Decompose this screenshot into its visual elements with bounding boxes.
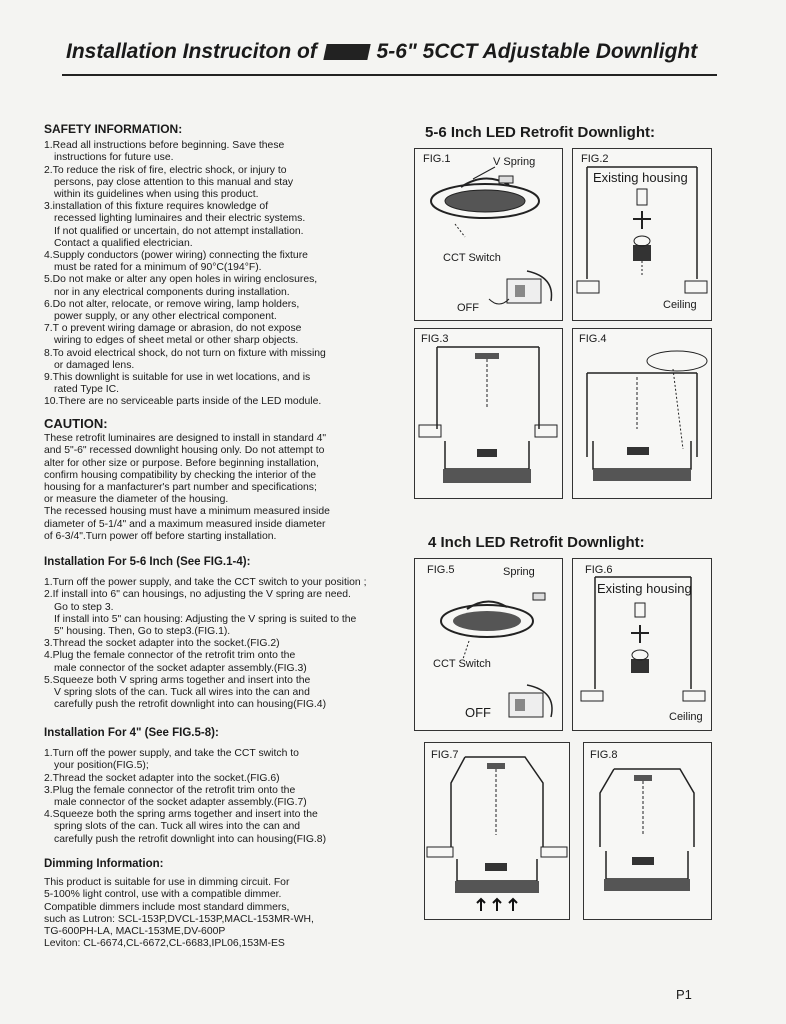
title-underline	[62, 74, 717, 76]
safety-item-line: 4.Supply conductors (power wiring) connecting the fixture	[44, 250, 308, 262]
ceiling-label-4: Ceiling	[669, 711, 703, 723]
cct-switch-label-4: CCT Switch	[433, 658, 491, 670]
caution-line: The recessed housing must have a minimum measured inside	[44, 506, 330, 518]
heading-4-retrofit: 4 Inch LED Retrofit Downlight:	[428, 534, 645, 551]
figure-5	[414, 558, 563, 731]
caution-line: diameter of 5-1/4" and a maximum measured inside diameter	[44, 518, 326, 530]
install-4-step-line: carefully push the retrofit downlight into can housing(FIG.8)	[54, 833, 327, 845]
safety-item-line: 5.Do not make or alter any open holes in wiring enclosures,	[44, 274, 318, 286]
caution-text	[44, 433, 389, 543]
existing-housing-label: Existing housing	[593, 170, 688, 185]
install-4-section	[44, 727, 389, 846]
caution-line: and 5"-6" recessed downlight housing only. Do not attempt to	[44, 445, 325, 457]
install-56-step-line: 5" housing. Then, Go to step3.(FIG.1).	[54, 626, 231, 638]
safety-item-line: 9.This downlight is suitable for use in wet locations, and is	[44, 372, 311, 384]
safety-heading: SAFETY INFORMATION:	[44, 122, 183, 136]
figure-8-drawing	[584, 743, 711, 919]
figure-3-label: FIG.3	[421, 333, 449, 345]
safety-item-line: rated Type IC.	[54, 384, 120, 396]
safety-item-line: 6.Do not alter, relocate, or remove wiring, lamp holders,	[44, 298, 300, 310]
safety-item-line: must be rated for a minimum of 90°C(194°F).	[54, 262, 262, 274]
off-label: OFF	[457, 302, 479, 314]
install-56-step-line: carefully push the retrofit downlight into can housing(FIG.4)	[54, 699, 327, 711]
safety-item-line: recessed lighting luminaires and their electric systems.	[54, 213, 306, 225]
figure-8	[583, 742, 712, 920]
safety-item-line: persons, pay close attention to this manual and stay	[54, 176, 294, 188]
figure-2-label: FIG.2	[581, 153, 609, 165]
install-56-heading: Installation For 5-6 Inch (See FIG.1-4):	[44, 556, 251, 568]
safety-item-line: 1.Read all instructions before beginning. Save these	[44, 140, 285, 152]
install-56-step-line: 2.If install into 6" can housings, no adjusting the V spring are need.	[44, 589, 351, 601]
heading-56-retrofit: 5-6 Inch LED Retrofit Downlight:	[425, 124, 655, 141]
ceiling-label: Ceiling	[663, 299, 697, 311]
safety-item-line: If not qualified or uncertain, do not attempt installation.	[54, 225, 304, 237]
dimming-section	[44, 858, 389, 950]
dimming-line: Leviton: CL-6674,CL-6672,CL-6683,IPL06,153M-ES	[44, 938, 285, 950]
dimming-line: such as Lutron: SCL-153P,DVCL-153P,MACL-153MR-WH,	[44, 913, 314, 925]
safety-item-line: within its guidelines when using this product.	[54, 189, 259, 201]
dimming-heading: Dimming Information:	[44, 858, 164, 870]
cct-switch-label: CCT Switch	[443, 252, 501, 264]
caution-line: or measure the diameter of the housing.	[44, 494, 229, 506]
install-4-step-line: 4.Squeeze both the spring arms together and insert into the	[44, 809, 318, 821]
safety-item-line: 7.T o prevent wiring damage or abrasion, do not expose	[44, 323, 302, 335]
install-4-step-line: 3.Plug the female connector of the retrofit trim onto the	[44, 784, 296, 796]
caution-line: of 6-3/4".Turn power off before starting installation.	[44, 530, 277, 542]
safety-item-line: 3.installation of this fixture requires knowledge of	[44, 201, 269, 213]
safety-item-line: nor in any electrical components during installation.	[54, 286, 290, 298]
install-4-step-line: your position(FIG.5);	[54, 760, 149, 772]
install-4-steps	[44, 748, 389, 846]
off-label-4: OFF	[465, 705, 491, 720]
dimming-line: Compatible dimmers include most standard dimmers,	[44, 901, 290, 913]
caution-section	[44, 418, 389, 543]
page-number: P1	[676, 987, 692, 1002]
figure-1-drawing	[415, 149, 562, 320]
existing-housing-label-4: Existing housing	[597, 581, 692, 596]
safety-item-line: 10.There are no serviceable parts inside of the LED module.	[44, 396, 322, 408]
install-4-step-line: male connector of the socket adapter assembly.(FIG.7)	[54, 797, 307, 809]
redacted-mark	[323, 44, 370, 60]
figure-3	[414, 328, 563, 499]
figure-7	[424, 742, 570, 920]
page-title	[66, 40, 697, 64]
figure-7-label: FIG.7	[431, 749, 459, 761]
figure-4-label: FIG.4	[579, 333, 607, 345]
install-56-step-line: V spring slots of the can. Tuck all wires into the can and	[54, 687, 310, 699]
title-text-end: 5-6" 5CCT Adjustable Downlight	[376, 40, 698, 63]
figure-3-drawing	[415, 329, 562, 498]
safety-section	[44, 123, 389, 409]
v-spring-label: V Spring	[493, 156, 536, 168]
caution-line: alter for other size or purpose. Before beginning installation,	[44, 457, 319, 469]
install-56-step-line: If install into 5" can housing: Adjusting the V spring is suited to the	[54, 613, 357, 625]
install-4-heading: Installation For 4" (See FIG.5-8):	[44, 727, 219, 739]
dimming-line: This product is suitable for use in dimming circuit. For	[44, 877, 290, 889]
dimming-line: 5-100% light control, use with a compatible dimmer.	[44, 889, 282, 901]
install-56-step-line: 3.Thread the socket adapter into the socket.(FIG.2)	[44, 638, 280, 650]
safety-item-line: wiring to edges of sheet metal or other sharp objects.	[54, 335, 299, 347]
safety-item-line: instructions for future use.	[54, 152, 174, 164]
install-56-section	[44, 556, 389, 711]
figure-6	[572, 558, 712, 731]
safety-item-line: 8.To avoid electrical shock, do not turn on fixture with missing	[44, 347, 326, 359]
figure-5-label: FIG.5	[427, 564, 455, 576]
caution-line: housing for a manfacturer's part number and specifications;	[44, 482, 317, 494]
figure-4-drawing	[573, 329, 711, 498]
caution-heading: CAUTION:	[44, 416, 108, 431]
caution-line: These retrofit luminaires are designed to install in standard 4"	[44, 433, 327, 445]
safety-list	[44, 140, 389, 408]
install-4-step-line: 1.Turn off the power supply, and take the CCT switch to	[44, 748, 299, 760]
install-56-step-line: male connector of the socket adapter assembly.(FIG.3)	[54, 662, 307, 674]
install-56-step-line: 1.Turn off the power supply, and take the CCT switch to your position ;	[44, 577, 367, 589]
install-4-step-line: 2.Thread the socket adapter into the socket.(FIG.6)	[44, 772, 280, 784]
figure-4	[572, 328, 712, 499]
figure-7-drawing	[425, 743, 569, 919]
safety-item-line: Contact a qualified electrician.	[54, 237, 193, 249]
caution-line: confirm housing compatibility by checking the interior of the	[44, 469, 317, 481]
figure-1-label: FIG.1	[423, 153, 451, 165]
figure-6-label: FIG.6	[585, 564, 613, 576]
figure-2	[572, 148, 712, 321]
safety-item-line: or damaged lens.	[54, 359, 135, 371]
install-56-steps	[44, 577, 389, 711]
spring-label: Spring	[503, 566, 535, 578]
safety-item-line: power supply, or any other electrical component.	[54, 311, 277, 323]
title-text-start: Installation Instruciton of	[66, 40, 317, 63]
install-56-step-line: 4.Plug the female connector of the retrofit trim onto the	[44, 650, 296, 662]
dimming-text	[44, 877, 389, 950]
install-56-step-line: Go to step 3.	[54, 601, 114, 613]
install-4-step-line: spring slots of the can. Tuck all wires into the can and	[54, 821, 301, 833]
figure-1	[414, 148, 563, 321]
figure-8-label: FIG.8	[590, 749, 618, 761]
dimming-line: TG-600PH-LA, MACL-153ME,DV-600P	[44, 926, 226, 938]
safety-item-line: 2.To reduce the risk of fire, electric shock, or injury to	[44, 164, 287, 176]
install-56-step-line: 5.Squeeze both V spring arms together and insert into the	[44, 674, 311, 686]
